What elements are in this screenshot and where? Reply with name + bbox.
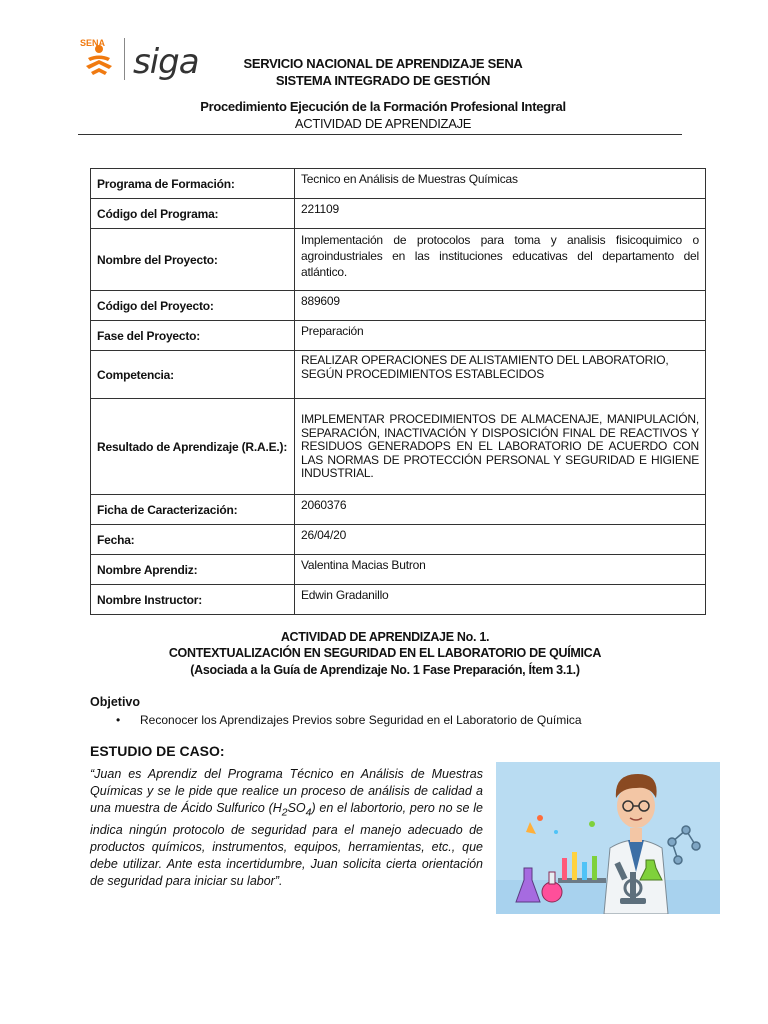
row-label: Nombre Instructor: bbox=[91, 585, 295, 615]
table-row bbox=[91, 291, 706, 321]
table-row bbox=[91, 495, 706, 525]
header-line-4: ACTIVIDAD DE APRENDIZAJE bbox=[294, 116, 472, 131]
row-value: 2060376 bbox=[295, 495, 706, 525]
siga-logo: siga bbox=[133, 42, 199, 82]
row-value: 221109 bbox=[295, 199, 706, 229]
row-label: Competencia: bbox=[91, 351, 295, 399]
table-row bbox=[91, 229, 706, 291]
scientist-illustration bbox=[496, 762, 720, 914]
activity-reference: (Asociada a la Guía de Aprendizaje No. 1 Fase Preparación, Ítem 3.1.) bbox=[190, 663, 580, 677]
row-label: Ficha de Caracterización: bbox=[91, 495, 295, 525]
row-label: Nombre del Proyecto: bbox=[91, 229, 295, 291]
row-value: Implementación de protocolos para toma y analisis fisicoquimico o agroindustriales en las instituciones educativas del departamento del atlántico. bbox=[295, 229, 706, 291]
header-line-1: SERVICIO NACIONAL DE APRENDIZAJE SENA bbox=[243, 56, 523, 71]
objective-heading: Objetivo bbox=[90, 695, 141, 709]
row-value: Preparación bbox=[295, 321, 706, 351]
table-row bbox=[91, 169, 706, 199]
case-text-part: “Juan es Aprendiz del Programa Técnico en Análisis de Muestras Químicas y se le pide que realice un proceso de análisis de calidad a una muestra de Ácido Sulfurico (H bbox=[90, 767, 483, 815]
row-value: 889609 bbox=[295, 291, 706, 321]
table-row bbox=[91, 351, 706, 399]
case-study-text bbox=[90, 766, 483, 890]
table-row bbox=[91, 321, 706, 351]
case-study-heading: ESTUDIO DE CASO: bbox=[90, 743, 225, 759]
row-value: Valentina Macias Butron bbox=[295, 555, 706, 585]
subscript: 4 bbox=[305, 807, 312, 819]
row-value: 26/04/20 bbox=[295, 525, 706, 555]
info-table bbox=[90, 168, 706, 615]
sena-wordmark: SENA bbox=[80, 38, 106, 48]
subscript: 2 bbox=[281, 807, 288, 819]
row-label: Programa de Formación: bbox=[91, 169, 295, 199]
table-row bbox=[91, 525, 706, 555]
row-label: Nombre Aprendiz: bbox=[91, 555, 295, 585]
case-text-part: SO bbox=[287, 801, 306, 815]
row-label: Código del Programa: bbox=[91, 199, 295, 229]
table-row bbox=[91, 555, 706, 585]
activity-title: ACTIVIDAD DE APRENDIZAJE No. 1. bbox=[280, 630, 490, 644]
row-value: REALIZAR OPERACIONES DE ALISTAMIENTO DEL LABORATORIO, SEGÚN PROCEDIMIENTOS ESTABLECIDOS bbox=[295, 351, 706, 399]
row-value: IMPLEMENTAR PROCEDIMIENTOS DE ALMACENAJE, MANIPULACIÓN, SEPARACIÓN, INACTIVACIÓN Y DISPOSICIÓN FINAL DE REACTIVOS Y RESIDUOS GENERADOPS EN EL LABORATORIO DE ACUERDO CON LAS NORMAS DE PROTECCIÓN PERSONAL Y SEGURIDAD E HIGIENE INDUSTRIAL. bbox=[295, 399, 706, 495]
row-label: Fecha: bbox=[91, 525, 295, 555]
objective-text: Reconocer los Aprendizajes Previos sobre Seguridad en el Laboratorio de Química bbox=[140, 713, 582, 727]
table-row bbox=[91, 199, 706, 229]
header-line-2: SISTEMA INTEGRADO DE GESTIÓN bbox=[275, 73, 491, 88]
row-label: Resultado de Aprendizaje (R.A.E.): bbox=[91, 399, 295, 495]
row-label: Fase del Proyecto: bbox=[91, 321, 295, 351]
row-label: Código del Proyecto: bbox=[91, 291, 295, 321]
row-value: Tecnico en Análisis de Muestras Químicas bbox=[295, 169, 706, 199]
case-text-part: ) en el labortorio, pero no se le indica ningún protocolo de seguridad para el manejo adecuado de productos químicos, instrumentos, equipos, herramientas, etc., que debe utilizar. Ante esta incertidumbre, Juan solicita cierta orientación de seguridad para iniciar su labor”. bbox=[90, 801, 483, 888]
document-header bbox=[78, 36, 682, 135]
table-row bbox=[91, 399, 706, 495]
bullet-icon: • bbox=[116, 713, 121, 727]
header-line-3: Procedimiento Ejecución de la Formación Profesional Integral bbox=[200, 99, 566, 114]
row-value: Edwin Gradanillo bbox=[295, 585, 706, 615]
table-row bbox=[91, 585, 706, 615]
activity-subtitle: CONTEXTUALIZACIÓN EN SEGURIDAD EN EL LABORATORIO DE QUÍMICA bbox=[168, 646, 602, 660]
